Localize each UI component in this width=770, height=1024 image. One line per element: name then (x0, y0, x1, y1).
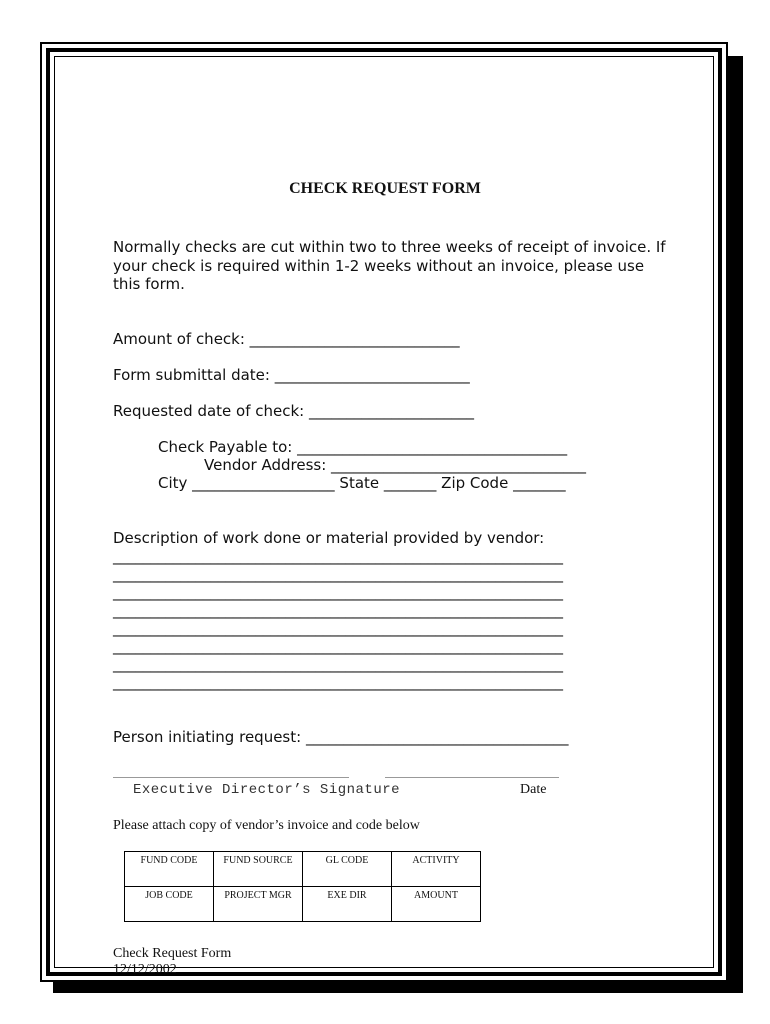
amount-cell[interactable]: AMOUNT (392, 887, 481, 922)
exe-dir-cell[interactable]: EXE DIR (303, 887, 392, 922)
footer-date: 12/12/2002 (113, 962, 177, 974)
codes-table (124, 851, 481, 922)
description-line[interactable]: ____________________________________________________________ (113, 583, 563, 601)
requested-date-field[interactable]: Requested date of check: ______________________ (113, 402, 475, 420)
fund-code-cell[interactable]: FUND CODE (125, 852, 214, 887)
fund-source-cell[interactable]: FUND SOURCE (214, 852, 303, 887)
person-initiating-field[interactable]: Person initiating request: ___________________________________ (113, 728, 569, 746)
director-signature-label: Executive Director’s Signature (133, 782, 401, 798)
description-line[interactable]: ____________________________________________________________ (113, 619, 563, 637)
form-submittal-date-field[interactable]: Form submittal date: __________________________ (113, 366, 470, 384)
table-row (125, 852, 481, 887)
date-line[interactable] (385, 777, 559, 778)
date-label: Date (520, 782, 547, 797)
description-line[interactable]: ____________________________________________________________ (113, 565, 563, 583)
activity-cell[interactable]: ACTIVITY (392, 852, 481, 887)
description-line[interactable]: ____________________________________________________________ (113, 547, 563, 565)
description-line[interactable]: ____________________________________________________________ (113, 601, 563, 619)
job-code-cell[interactable]: JOB CODE (125, 887, 214, 922)
project-mgr-cell[interactable]: PROJECT MGR (214, 887, 303, 922)
city-state-zip-field[interactable]: City ___________________ State _______ Zip Code _______ (158, 474, 566, 492)
description-line[interactable]: ____________________________________________________________ (113, 655, 563, 673)
intro-paragraph: Normally checks are cut within two to three weeks of receipt of invoice. If your check is required within 1-2 weeks without an invoice, please use this form. (113, 238, 666, 293)
form-title: CHECK REQUEST FORM (289, 180, 481, 197)
check-payable-to-field[interactable]: Check Payable to: ____________________________________ (158, 438, 568, 456)
footer (100, 940, 400, 974)
table-row (125, 887, 481, 922)
attach-note: Please attach copy of vendor’s invoice and code below (113, 818, 420, 833)
description-line[interactable]: ____________________________________________________________ (113, 637, 563, 655)
description-label: Description of work done or material provided by vendor: (113, 529, 545, 547)
vendor-address-field[interactable]: Vendor Address: __________________________________ (204, 456, 587, 474)
footer-title: Check Request Form (113, 946, 232, 961)
gl-code-cell[interactable]: GL CODE (303, 852, 392, 887)
amount-of-check-field[interactable]: Amount of check: ____________________________ (113, 330, 460, 348)
signature-line[interactable] (113, 777, 349, 778)
description-line[interactable]: ____________________________________________________________ (113, 673, 563, 691)
